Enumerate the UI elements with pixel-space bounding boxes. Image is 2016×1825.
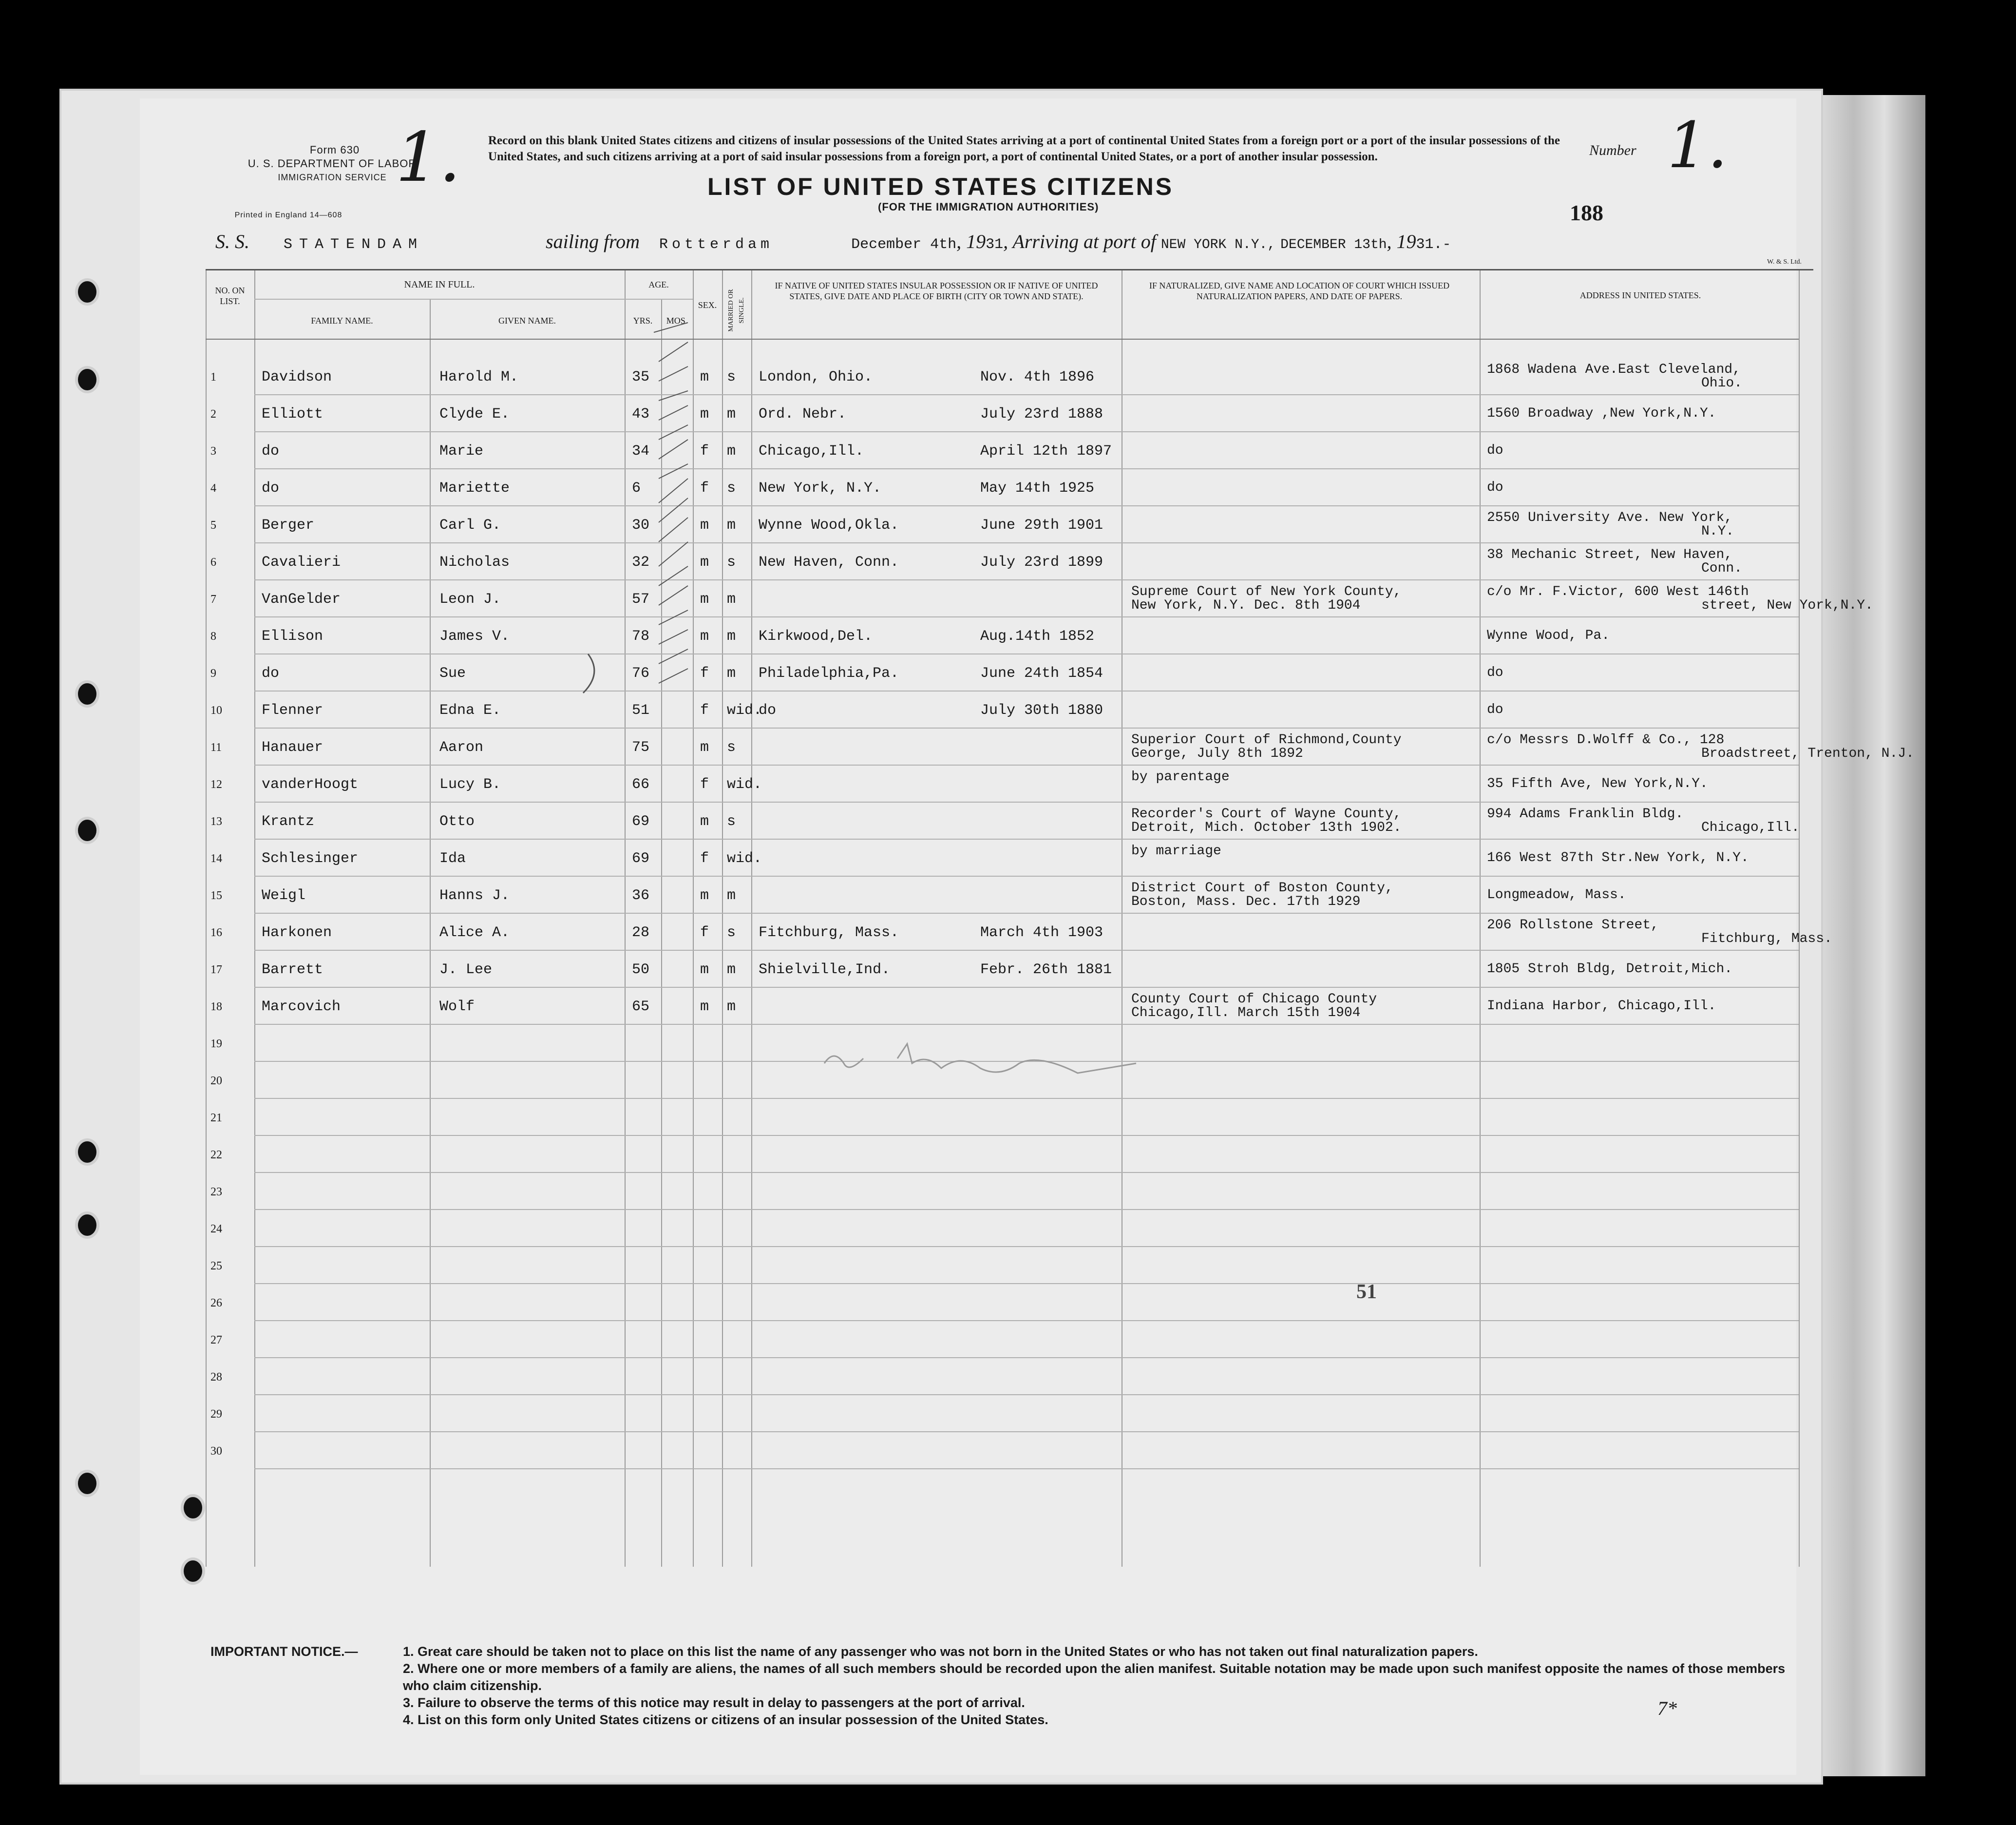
family-name: Barrett	[262, 961, 323, 978]
birthplace: do	[759, 702, 777, 719]
row-number: 6	[210, 556, 216, 569]
row-number: 30	[210, 1445, 222, 1458]
marital-status: m	[727, 961, 736, 978]
given-name: Carl G.	[439, 517, 501, 534]
passenger-table	[206, 269, 1914, 1567]
given-name: Edna E.	[439, 702, 501, 719]
ss-label: S. S.	[215, 231, 249, 252]
age-years: 57	[632, 591, 650, 608]
address: 1560 Broadway ,New York,N.Y.	[1487, 406, 1716, 421]
notice-heading: IMPORTANT NOTICE.—	[210, 1644, 358, 1659]
row-number: 25	[210, 1260, 222, 1272]
address: Wynne Wood, Pa.	[1487, 628, 1610, 643]
address: do	[1487, 480, 1503, 495]
row-number: 14	[210, 852, 222, 865]
table-row	[206, 395, 1799, 432]
stamp-number: 51	[1356, 1281, 1377, 1303]
given-name: Sue	[439, 665, 466, 682]
sailing-date: December 4th	[851, 236, 957, 253]
marital-status: m	[727, 999, 736, 1015]
row-number: 17	[210, 963, 222, 976]
sailing-year-prefix: 19	[966, 231, 986, 252]
ship-name: STATENDAM	[284, 236, 424, 253]
naturalization: by parentage	[1131, 769, 1230, 785]
empty-row	[206, 1395, 1799, 1432]
service: IMMIGRATION SERVICE	[278, 173, 387, 182]
sex: m	[700, 999, 709, 1015]
empty-row	[206, 1247, 1799, 1284]
birthplace: New York, N.Y.	[759, 480, 882, 497]
empty-row	[206, 1432, 1799, 1469]
birthplace: Chicago,Ill.	[759, 443, 864, 460]
address: do	[1487, 665, 1503, 680]
sex: f	[700, 443, 709, 460]
naturalization: Recorder's Court of Wayne County,	[1131, 807, 1402, 822]
birthplace: Shielville,Ind.	[759, 961, 891, 978]
given-name: Mariette	[439, 480, 510, 497]
family-name: Krantz	[262, 813, 315, 830]
address: c/o Messrs D.Wolff & Co., 128	[1487, 732, 1725, 748]
punch-hole	[78, 683, 96, 705]
age-years: 35	[632, 369, 650, 385]
notice-item: 3. Failure to observe the terms of this notice may result in delay to passengers at the port of arrival.	[403, 1695, 1025, 1710]
empty-row	[206, 1136, 1799, 1173]
punch-hole	[184, 1560, 202, 1582]
row-number: 8	[210, 630, 216, 643]
birthdate: June 24th 1854	[980, 665, 1103, 682]
marital-status: m	[727, 665, 736, 682]
age-years: 43	[632, 406, 650, 423]
given-name: James V.	[439, 628, 510, 645]
birthplace: Kirkwood,Del.	[759, 628, 873, 645]
row-number: 16	[210, 926, 222, 939]
row-number: 15	[210, 889, 222, 902]
family-name: Weigl	[262, 887, 306, 904]
marital-status: s	[727, 924, 736, 941]
marital-status: m	[727, 406, 736, 423]
birthdate: Febr. 26th 1881	[980, 961, 1112, 978]
address: 38 Mechanic Street, New Haven,	[1487, 547, 1733, 562]
given-name: Leon J.	[439, 591, 501, 608]
birthdate: July 23rd 1899	[980, 554, 1103, 571]
row-number: 24	[210, 1223, 222, 1235]
birthplace: Philadelphia,Pa.	[759, 665, 899, 682]
family-name: Harkonen	[262, 924, 332, 941]
punch-hole	[78, 1473, 96, 1494]
marital-status: s	[727, 554, 736, 571]
row-number: 1	[210, 371, 216, 384]
birthdate: June 29th 1901	[980, 517, 1103, 534]
col-address: ADDRESS IN UNITED STATES.	[1579, 290, 1701, 300]
form-subtitle: (FOR THE IMMIGRATION AUTHORITIES)	[878, 201, 1099, 213]
age-years: 66	[632, 776, 650, 793]
age-years: 50	[632, 961, 650, 978]
age-years: 65	[632, 999, 650, 1015]
address: 1868 Wadena Ave.East Cleveland,	[1487, 362, 1741, 377]
marital-status: m	[727, 517, 736, 534]
address: 2550 University Ave. New York,	[1487, 510, 1733, 525]
age-years: 6	[632, 480, 641, 497]
naturalization: County Court of Chicago County	[1131, 992, 1377, 1007]
birthdate: Nov. 4th 1896	[980, 369, 1095, 385]
row-number: 29	[210, 1408, 222, 1421]
table-row	[206, 580, 1873, 617]
address: 206 Rollstone Street,	[1487, 918, 1659, 933]
row-number: 10	[210, 704, 222, 717]
table-row	[206, 877, 1799, 914]
family-name: do	[262, 443, 280, 460]
address-line2: street, New York,N.Y.	[1701, 598, 1873, 613]
table-row	[206, 914, 1832, 951]
row-number: 22	[210, 1149, 222, 1161]
age-years: 69	[632, 813, 650, 830]
row-number: 19	[210, 1037, 222, 1050]
age-years: 32	[632, 554, 650, 571]
family-name: Cavalieri	[262, 554, 341, 571]
printer-mark: W. & S. Ltd.	[1767, 258, 1802, 266]
table-row	[206, 840, 1799, 877]
table-row	[206, 617, 1799, 654]
marital-status: s	[727, 369, 736, 385]
given-name: Harold M.	[439, 369, 519, 385]
given-name: Alice A.	[439, 924, 510, 941]
row-number: 12	[210, 778, 222, 791]
birthdate: April 12th 1897	[980, 443, 1112, 460]
sex: m	[700, 887, 709, 904]
family-name: vanderHoogt	[262, 776, 359, 793]
given-name: Clyde E.	[439, 406, 510, 423]
given-name: Nicholas	[439, 554, 510, 571]
address: 35 Fifth Ave, New York,N.Y.	[1487, 776, 1708, 791]
birthplace: Ord. Nebr.	[759, 406, 847, 423]
row-number: 26	[210, 1297, 222, 1309]
empty-row	[206, 1210, 1799, 1247]
sex: m	[700, 406, 709, 423]
col-naturalized: IF NATURALIZED, GIVE NAME AND LOCATION OF COURT WHICH ISSUED NATURALIZATION PAPERS, AND DATE OF PAPERS.	[1149, 281, 1450, 301]
family-name: Berger	[262, 517, 315, 534]
col-sex: SEX.	[698, 300, 717, 310]
row-number: 20	[210, 1075, 222, 1087]
col-name-in-full: NAME IN FULL.	[404, 279, 475, 290]
empty-row	[206, 1321, 1799, 1358]
table-row	[206, 951, 1799, 988]
col-given-name: GIVEN NAME.	[498, 316, 556, 326]
punch-hole	[78, 820, 96, 841]
arrival-year-prefix: 19	[1396, 231, 1416, 252]
age-years: 30	[632, 517, 650, 534]
punch-hole	[78, 281, 96, 303]
naturalization-line2: New York, N.Y. Dec. 8th 1904	[1131, 598, 1361, 613]
marital-status: s	[727, 480, 736, 497]
sex: m	[700, 628, 709, 645]
table-row	[206, 358, 1799, 395]
naturalization-line2: Boston, Mass. Dec. 17th 1929	[1131, 894, 1361, 909]
address-line2: Broadstreet, Trenton, N.J.	[1701, 746, 1914, 761]
naturalization: Superior Court of Richmond,County	[1131, 732, 1402, 748]
row-number: 7	[210, 593, 216, 606]
address: do	[1487, 702, 1503, 717]
birthdate: May 14th 1925	[980, 480, 1095, 497]
naturalization: Supreme Court of New York County,	[1131, 584, 1402, 599]
row-number: 13	[210, 815, 222, 828]
marital-status: wid.	[727, 702, 762, 719]
address: Longmeadow, Mass.	[1487, 887, 1626, 903]
page-number: 188	[1570, 200, 1603, 225]
family-name: Davidson	[262, 369, 332, 385]
col-family-name: FAMILY NAME.	[311, 316, 373, 326]
family-name: Flenner	[262, 702, 323, 719]
age-years: 34	[632, 443, 650, 460]
birthplace: Wynne Wood,Okla.	[759, 517, 899, 534]
number-label: Number	[1589, 142, 1636, 158]
age-years: 76	[632, 665, 650, 682]
marital-status: m	[727, 628, 736, 645]
department: U. S. DEPARTMENT OF LABOR	[247, 157, 417, 170]
birthdate: Aug.14th 1852	[980, 628, 1095, 645]
arriving-label: Arriving at port of	[1012, 231, 1156, 252]
table-row	[206, 432, 1799, 469]
marital-status: wid.	[727, 850, 762, 867]
col-mos: MOS.	[666, 316, 688, 326]
birthdate: July 30th 1880	[980, 702, 1103, 719]
age-years: 28	[632, 924, 650, 941]
address: 166 West 87th Str.New York, N.Y.	[1487, 850, 1749, 865]
given-name: J. Lee	[439, 961, 493, 978]
age-years: 36	[632, 887, 650, 904]
age-years: 69	[632, 850, 650, 867]
address: do	[1487, 443, 1503, 458]
marital-status: wid.	[727, 776, 762, 793]
sex: m	[700, 591, 709, 608]
table-row	[206, 766, 1799, 803]
col-no-on-list: NO. ON LIST.	[215, 286, 245, 306]
family-name: Schlesinger	[262, 850, 359, 867]
given-name: Ida	[439, 850, 466, 867]
empty-row	[206, 1062, 1799, 1099]
naturalization: District Court of Boston County,	[1131, 881, 1393, 896]
sex: m	[700, 554, 709, 571]
table-row	[206, 543, 1799, 580]
birthplace: London, Ohio.	[759, 369, 873, 385]
sex: f	[700, 480, 709, 497]
marital-status: m	[727, 887, 736, 904]
arrival-date: DECEMBER 13th	[1280, 237, 1387, 252]
address: 1805 Stroh Bldg, Detroit,Mich.	[1487, 961, 1733, 977]
empty-row	[206, 1284, 1799, 1321]
col-yrs: YRS.	[633, 316, 653, 326]
punch-hole	[78, 369, 96, 390]
marital-status: s	[727, 813, 736, 830]
address-line2: N.Y.	[1701, 524, 1734, 539]
given-name: Marie	[439, 443, 484, 460]
given-name: Hanns J.	[439, 887, 510, 904]
corner-mark: 7*	[1657, 1697, 1677, 1719]
col-age: AGE.	[648, 280, 669, 289]
punch-hole	[184, 1497, 202, 1518]
age-years: 75	[632, 739, 650, 756]
row-number: 9	[210, 667, 216, 680]
row-number: 23	[210, 1186, 222, 1198]
table-row	[206, 729, 1914, 766]
form-number: Form 630	[309, 144, 360, 156]
punch-hole	[78, 1214, 96, 1236]
naturalization: by marriage	[1131, 844, 1221, 859]
marital-status: m	[727, 443, 736, 460]
handwritten-list-number: 1.	[396, 118, 461, 197]
table-row	[206, 469, 1799, 506]
birthplace: New Haven, Conn.	[759, 554, 899, 571]
address: Indiana Harbor, Chicago,Ill.	[1487, 999, 1716, 1014]
row-number: 5	[210, 519, 216, 532]
naturalization-line2: Detroit, Mich. October 13th 1902.	[1131, 820, 1402, 835]
family-name: Marcovich	[262, 999, 341, 1015]
row-number: 11	[210, 741, 222, 754]
form-title: LIST OF UNITED STATES CITIZENS	[707, 173, 1174, 200]
page-edge	[1823, 95, 1925, 1776]
col-birth: IF NATIVE OF UNITED STATES INSULAR POSSESSION OR IF NATIVE OF UNITED STATES, GIVE DATE AND PLACE OF BIRTH (CITY OR TOWN AND STATE).	[775, 281, 1098, 301]
naturalization-line2: George, July 8th 1892	[1131, 746, 1303, 761]
punch-hole	[78, 1141, 96, 1163]
address-line2: Ohio.	[1701, 376, 1743, 391]
birthdate: July 23rd 1888	[980, 406, 1103, 423]
given-name: Otto	[439, 813, 475, 830]
notice-item: 2. Where one or more members of a family are aliens, the names of all such members should be recorded upon the alien manifest. Suitable notation may be made upon such manifest opposite the names of those members who claim citizenship.	[403, 1661, 1786, 1693]
row-number: 3	[210, 445, 216, 458]
table-row	[206, 988, 1799, 1025]
table-row	[206, 506, 1799, 543]
address: c/o Mr. F.Victor, 600 West 146th	[1487, 584, 1749, 599]
sex: f	[700, 665, 709, 682]
given-name: Aaron	[439, 739, 484, 756]
family-name: VanGelder	[262, 591, 341, 608]
marital-status: m	[727, 591, 736, 608]
sex: m	[700, 739, 709, 756]
naturalization-line2: Chicago,Ill. March 15th 1904	[1131, 1005, 1361, 1020]
empty-row	[206, 1099, 1799, 1136]
row-number: 4	[210, 482, 216, 495]
birthdate: March 4th 1903	[980, 924, 1103, 941]
sex: f	[700, 702, 709, 719]
arrival-year: 31.-	[1416, 236, 1451, 253]
record-instructions: Record on this blank United States citizens and citizens of insular possessions of the United States arriving at a port of continental United States from a foreign port or a port of the insular possessions of the United States, and such citizens arriving at a port of said insular possessions from a foreign port, a port of continental United States, or a port of another insular possession.	[488, 134, 1560, 163]
row-number: 27	[210, 1334, 222, 1346]
sailing-label: sailing from	[546, 231, 640, 252]
sex: m	[700, 961, 709, 978]
address-line2: Conn.	[1701, 561, 1743, 576]
family-name: Hanauer	[262, 739, 323, 756]
birthplace: Fitchburg, Mass.	[759, 924, 899, 941]
address-line2: Chicago,Ill.	[1701, 820, 1800, 835]
family-name: Ellison	[262, 628, 323, 645]
printed-note: Printed in England 14—608	[234, 211, 342, 219]
col-married-single: MARRIED OR SINGLE.	[727, 289, 745, 332]
given-name: Lucy B.	[439, 776, 501, 793]
sex: m	[700, 369, 709, 385]
age-years: 78	[632, 628, 650, 645]
arrival-port: NEW YORK N.Y.,	[1160, 237, 1276, 252]
empty-row	[206, 1173, 1799, 1210]
row-number: 18	[210, 1000, 222, 1013]
manifest-sheet	[59, 89, 1914, 1785]
table-row	[206, 654, 1799, 692]
number-value: 1.	[1667, 108, 1728, 182]
family-name: do	[262, 665, 280, 682]
sex: f	[700, 850, 709, 867]
age-years: 51	[632, 702, 650, 719]
notice-item: 1. Great care should be taken not to place on this list the name of any passenger who was not born in the United States or who has not taken out final naturalization papers.	[403, 1644, 1478, 1659]
family-name: Elliott	[262, 406, 323, 423]
sex: m	[700, 813, 709, 830]
sex: f	[700, 924, 709, 941]
given-name: Wolf	[439, 999, 475, 1015]
sex: m	[700, 517, 709, 534]
empty-row	[206, 1358, 1799, 1395]
voyage-line: S. S. STATENDAM sailing from Rotterdam December 4th, 1931, Arriving at port of NEW YORK N.Y., DECEMBER 13th, 1931.-	[215, 231, 1451, 253]
sailing-year: 31	[986, 236, 1004, 253]
address-line2: Fitchburg, Mass.	[1701, 931, 1832, 946]
notice-item: 4. List on this form only United States citizens or citizens of an insular possession of the United States.	[403, 1712, 1048, 1727]
sailing-port: Rotterdam	[659, 236, 774, 253]
sex: f	[700, 776, 709, 793]
empty-row	[206, 1025, 1799, 1062]
family-name: do	[262, 480, 280, 497]
address: 994 Adams Franklin Bldg.	[1487, 807, 1684, 822]
row-number: 2	[210, 408, 216, 421]
row-number: 21	[210, 1112, 222, 1124]
table-row	[206, 692, 1799, 729]
table-row	[206, 803, 1799, 840]
row-number: 28	[210, 1371, 222, 1383]
marital-status: s	[727, 739, 736, 756]
